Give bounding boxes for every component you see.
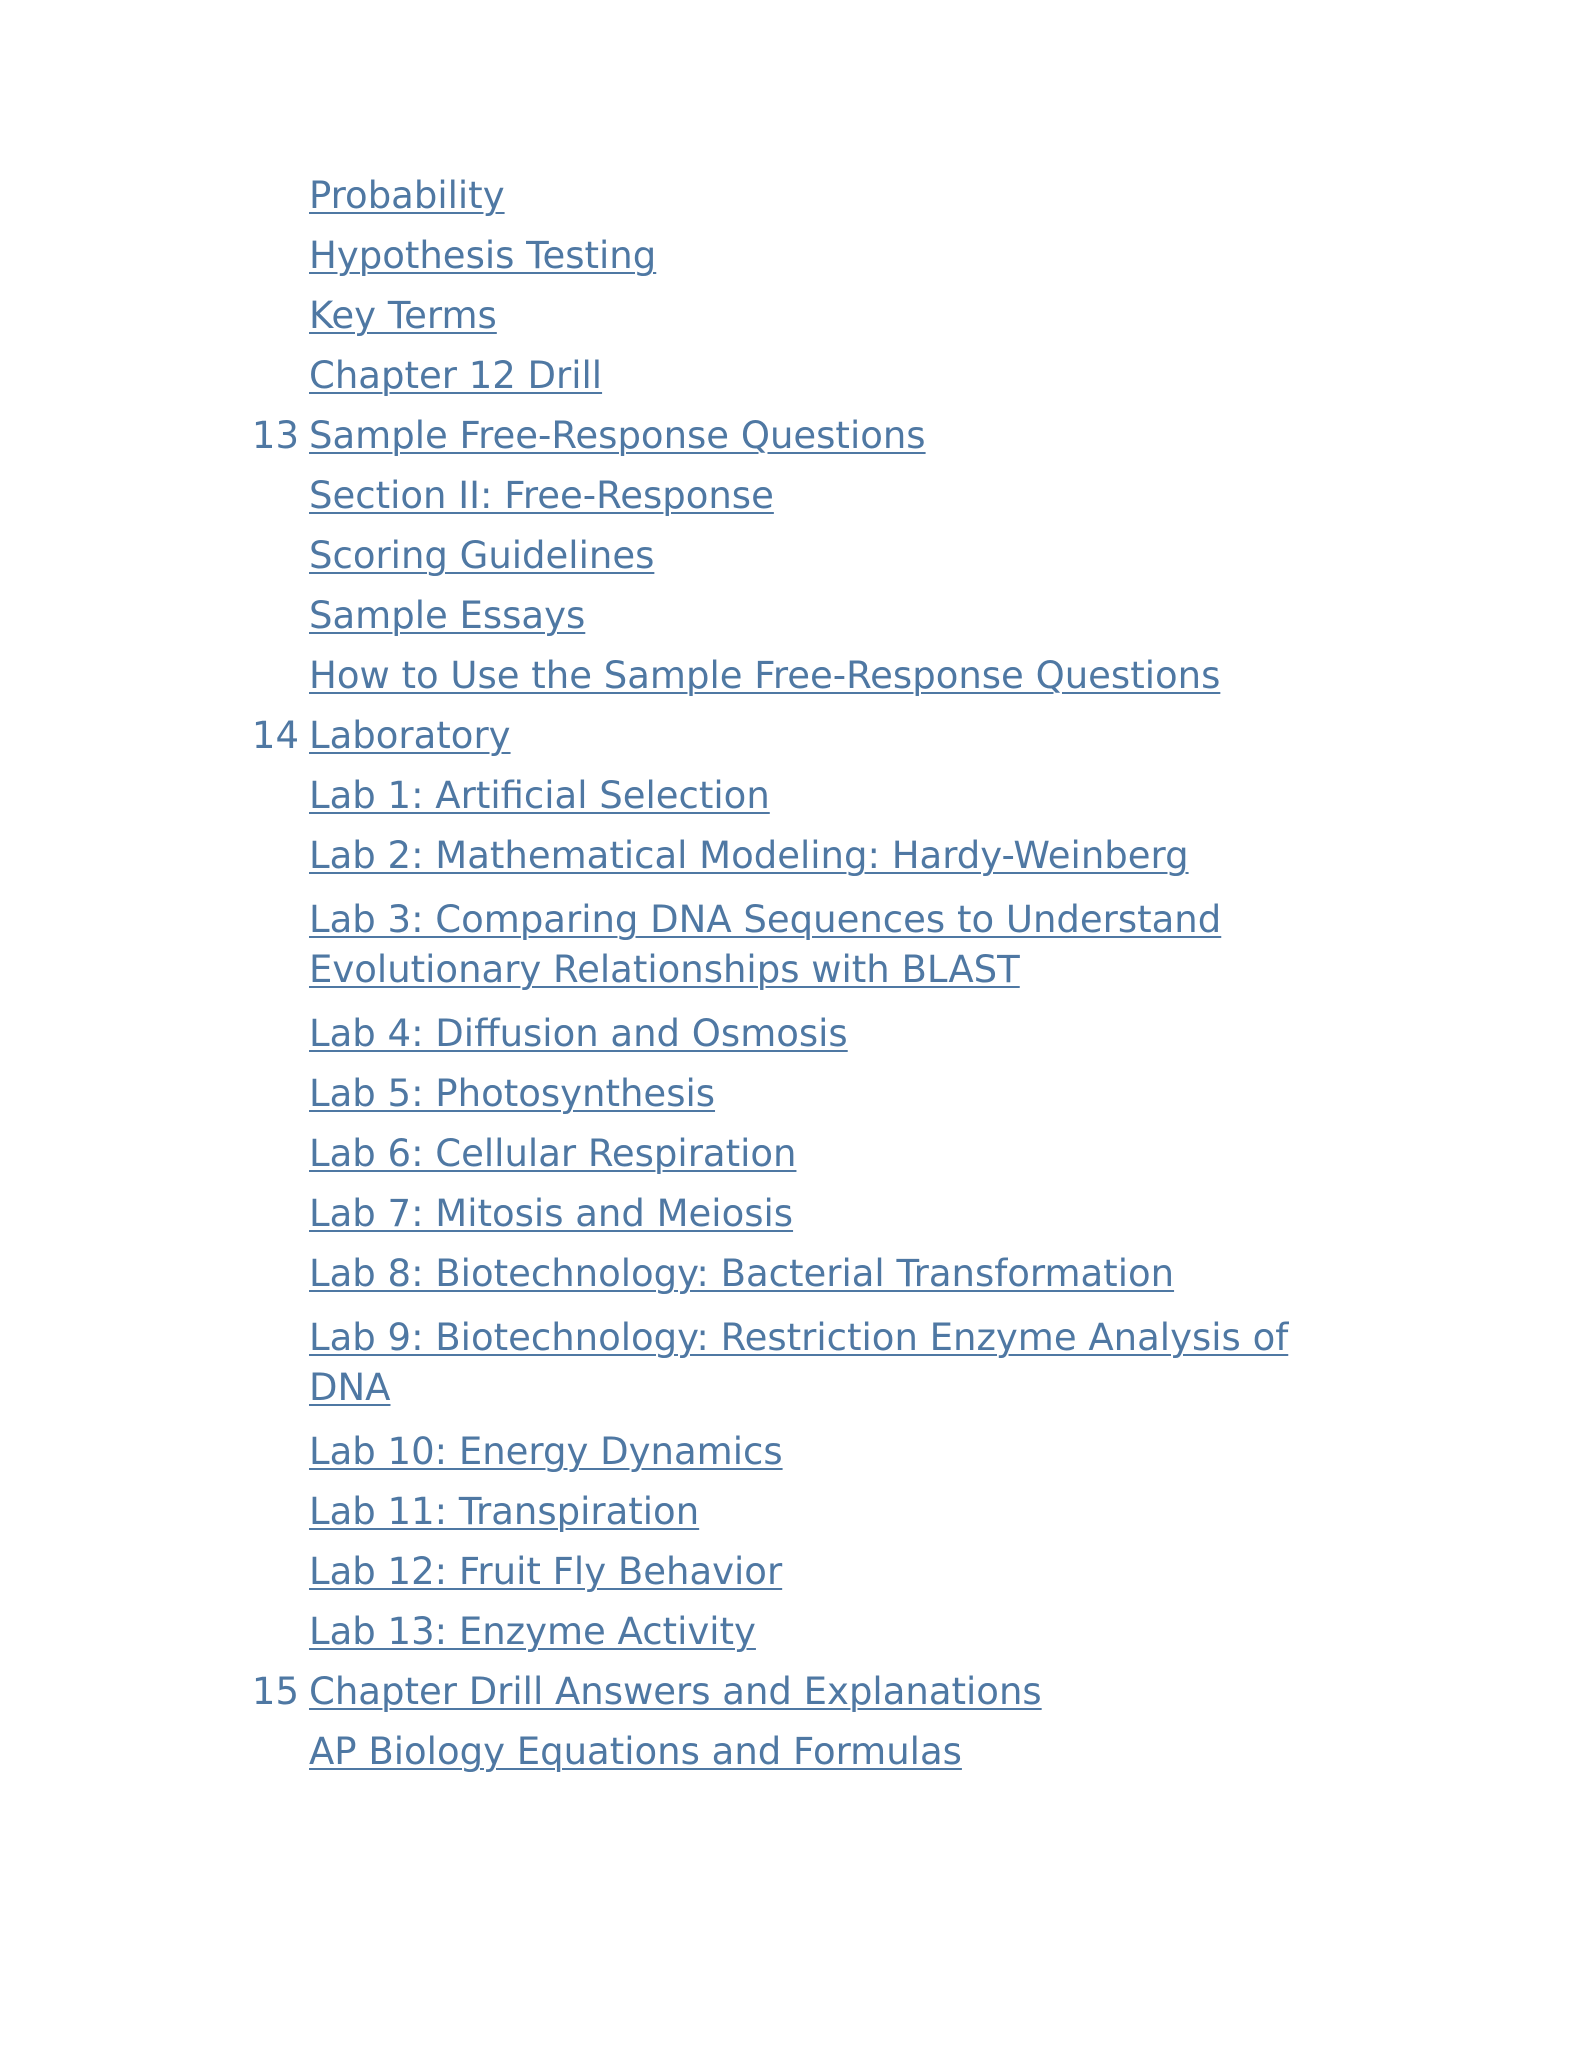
toc-link[interactable]: Lab 2: Mathematical Modeling: Hardy-Weinberg (309, 834, 1189, 877)
chapter-number: 15 (251, 1670, 299, 1713)
toc-entry (0, 1073, 1582, 1115)
toc-link[interactable]: Sample Essays (309, 594, 586, 637)
toc-entry (0, 1611, 1582, 1653)
toc-entry (0, 1731, 1582, 1773)
toc-link[interactable]: Lab 8: Biotechnology: Bacterial Transformation (309, 1252, 1175, 1295)
toc-entry (0, 1253, 1582, 1295)
toc-link[interactable]: Laboratory (309, 714, 511, 757)
toc-entry (0, 655, 1582, 697)
toc-link[interactable]: AP Biology Equations and Formulas (309, 1730, 962, 1773)
toc-link[interactable]: How to Use the Sample Free-Response Questions (309, 654, 1221, 697)
toc-link[interactable]: Hypothesis Testing (309, 234, 657, 277)
toc-link[interactable]: Lab 10: Energy Dynamics (309, 1430, 783, 1473)
toc-entry (0, 535, 1582, 577)
toc-entry (0, 895, 1582, 995)
toc-link[interactable]: Section II: Free-Response (309, 474, 774, 517)
toc-entry (0, 835, 1582, 877)
toc-link[interactable]: Chapter Drill Answers and Explanations (309, 1670, 1042, 1713)
toc-link[interactable]: Lab 1: Artificial Selection (309, 774, 770, 817)
toc-link[interactable]: Lab 6: Cellular Respiration (309, 1132, 797, 1175)
table-of-contents (0, 175, 1582, 1791)
toc-entry (0, 595, 1582, 637)
toc-link[interactable]: Lab 4: Diffusion and Osmosis (309, 1012, 848, 1055)
toc-link[interactable]: Lab 5: Photosynthesis (309, 1072, 716, 1115)
toc-entry (0, 475, 1582, 517)
toc-entry (0, 355, 1582, 397)
toc-entry (0, 175, 1582, 217)
toc-entry (0, 1671, 1582, 1713)
toc-entry (0, 1491, 1582, 1533)
toc-link[interactable]: Sample Free-Response Questions (309, 414, 926, 457)
chapter-number: 14 (251, 714, 299, 757)
toc-entry (0, 295, 1582, 337)
chapter-number: 13 (251, 414, 299, 457)
toc-entry (0, 1133, 1582, 1175)
toc-entry (0, 1431, 1582, 1473)
toc-link[interactable]: Lab 3: Comparing DNA Sequences to Understand Evolutionary Relationships with BLAST (309, 898, 1222, 991)
toc-entry (0, 1313, 1582, 1413)
toc-link[interactable]: Probability (309, 174, 505, 217)
toc-link[interactable]: Lab 7: Mitosis and Meiosis (309, 1192, 794, 1235)
toc-link[interactable]: Scoring Guidelines (309, 534, 655, 577)
toc-entry (0, 1551, 1582, 1593)
toc-link[interactable]: Key Terms (309, 294, 497, 337)
toc-link[interactable]: Chapter 12 Drill (309, 354, 603, 397)
toc-entry (0, 415, 1582, 457)
toc-entry (0, 1193, 1582, 1235)
toc-entry (0, 235, 1582, 277)
toc-entry (0, 1013, 1582, 1055)
toc-link[interactable]: Lab 9: Biotechnology: Restriction Enzyme Analysis of DNA (309, 1316, 1289, 1409)
toc-entry (0, 775, 1582, 817)
toc-link[interactable]: Lab 11: Transpiration (309, 1490, 700, 1533)
toc-link[interactable]: Lab 12: Fruit Fly Behavior (309, 1550, 783, 1593)
toc-entry (0, 715, 1582, 757)
toc-link[interactable]: Lab 13: Enzyme Activity (309, 1610, 756, 1653)
